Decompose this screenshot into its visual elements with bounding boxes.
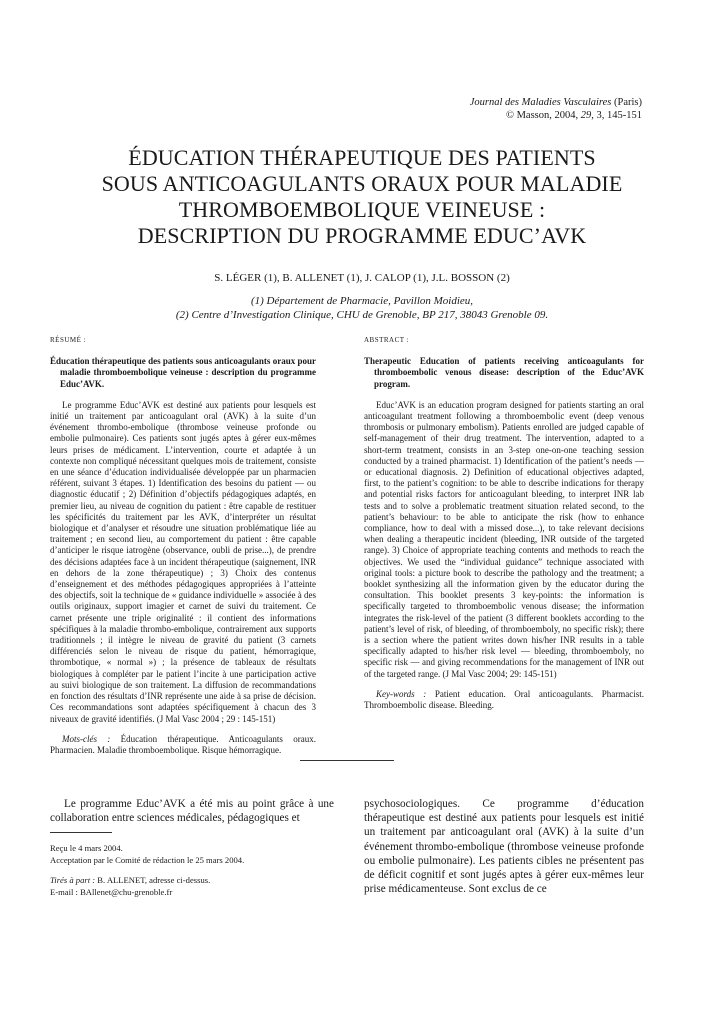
- article-title: [40, 145, 684, 249]
- title-line: THROMBOEMBOLIQUE VEINEUSE :: [178, 197, 546, 222]
- abstract-title: Therapeutic Education of patients receiving anticoagulants for thromboembolic venous disease: description of the Educ’AVK program.: [364, 356, 644, 389]
- email-address: E-mail : BAllenet@chu-grenoble.fr: [50, 887, 173, 897]
- journal-volume: 29: [580, 110, 592, 121]
- title-line: SOUS ANTICOAGULANTS ORAUX POUR MALADIE: [101, 171, 623, 196]
- abstract-keywords-text: Patient education. Oral anticoagulants. Pharmacist. Thromboembolic disease. Bleeding.: [364, 688, 644, 711]
- resume-title: Éducation thérapeutique des patients sous anticoagulants oraux pour maladie thromboembolique veineuse : description du programme Educ’AVK.: [50, 356, 316, 389]
- affiliations: [40, 294, 684, 322]
- journal-city: (Paris): [611, 97, 642, 108]
- reprints-text: B. ALLENET, adresse ci-dessus.: [95, 875, 211, 885]
- resume-column: [50, 335, 316, 756]
- resume-keywords-text: Éducation thérapeutique. Anticoagulants oraux. Pharmacien. Maladie thromboembolique. Risque hémorragique.: [50, 733, 316, 755]
- journal-name: Journal des Maladies Vasculaires: [469, 97, 612, 108]
- body-text-left: Le programme Educ’AVK a été mis au point grâce à une collaboration entre sciences médicales, pédagogiques et: [50, 798, 334, 825]
- resume-heading: RÉSUMÉ :: [50, 336, 87, 344]
- resume-keywords: [50, 734, 316, 756]
- abstract-column: [364, 335, 644, 711]
- journal-issue-pages: , 3, 145-151: [591, 110, 642, 121]
- footnote-rule: [50, 832, 112, 833]
- title-line: ÉDUCATION THÉRAPEUTIQUE DES PATIENTS: [128, 145, 596, 170]
- reprints-label: Tirés à part :: [50, 875, 96, 885]
- body-text-right: psychosociologiques. Ce programme d’éducation thérapeutique est destiné aux patients pour lesquels est initié un traitement par anticoagulant oral (AVK) à la suite d’un événement thrombo-embolique (thrombose veineuse profonde ou embolie pulmonaire). Les patients cibles ne présentent pas de déficit cognitif et sont jugés aptes à gérer eux-mêmes leur prise médicamenteuse. Sont exclus de ce: [364, 798, 644, 896]
- journal-citation: [470, 96, 642, 122]
- accepted-date: Acceptation par le Comité de rédaction le 25 mars 2004.: [50, 855, 245, 865]
- section-separator: [300, 760, 394, 761]
- abstract-keywords-label: Key-words :: [376, 688, 427, 699]
- title-line: DESCRIPTION DU PROGRAMME EDUC’AVK: [137, 223, 587, 248]
- received-date: Reçu le 4 mars 2004.: [50, 843, 123, 853]
- abstract-keywords: [364, 689, 644, 711]
- reprints-note: [50, 874, 334, 886]
- affiliation-2: (2) Centre d’Investigation Clinique, CHU de Grenoble, BP 217, 38043 Grenoble 09.: [175, 309, 549, 321]
- resume-keywords-label: Mots-clés :: [62, 733, 111, 744]
- abstract-body: Educ’AVK is an education program designed for patients starting an oral anticoagulant treatment following a thromboembolic event (deep venous thrombosis or pulmonary embolism). Patients enrolled are judged capable of self-management of their drug treatment. The intervention, adapted to a short-term treatment, consists in an 3-step one-on-one teaching session conducted by a trained pharmacist. 1) Identification of the patient’s needs — or educational diagnosis. 2) Definition of educational objectives adapted, first, to the patient’s cognition: to be able to describe indications for therapy and potential risks factors for anticoagulant bleeding, to interpret INR lab tests and to solve a problematic treatment situation related second, to the patient’s behaviour: to be able to anticipate the risk (how to enhance compliance, how to deal with a missed dose...), to take relevant decisions when dealing a therapeutic incident (bleeding, INR outside of the targeted range). 3) Choice of appropriate teaching contents and methods to reach the objectives. We used the “individual guidance” technique associated with original tools: a picture book to describe the pathology and the treatment; a booklet synthesizing all the information given by the educator during the consultation. This booklet presents 3 key-points: the information is specifically targeted to thromboembolic venous disease; the information integrates the risk-level of the patient (3 different booklets according to the patient’s level of risk, of bleeding, of thromboemboly, no specific risk); there is a section where the patient writes down his/her INR results in a table specifically adapted to his/her risk level — bleeding, thromboemboly, no specific risk — and giving recommendations for the management of INR out of the targeted range. (J Mal Vasc 2004; 29: 145-151): [364, 399, 644, 679]
- author-list: S. LÉGER (1), B. ALLENET (1), J. CALOP (1), J.L. BOSSON (2): [214, 272, 510, 284]
- affiliation-1: (1) Département de Pharmacie, Pavillon Moidieu,: [250, 295, 474, 307]
- footnotes: [50, 842, 334, 898]
- journal-copyright: © Masson, 2004,: [505, 110, 581, 121]
- abstract-heading: ABSTRACT :: [364, 336, 410, 344]
- resume-body: Le programme Educ’AVK est destiné aux patients pour lesquels est initié un traitement par anticoagulant oral (AVK) à la suite d’un événement thrombo-embolique (thrombose veineuse profonde ou embolie pulmonaire). Ces patients sont jugés aptes à gérer eux-mêmes leurs prises de médicament. L’intervention, courte et adaptée à un contexte non compliqué nécessitant quelques mois de traitement, consiste en une séance d’éducation individualisée développée par un pharmacien référent, suivant 3 étapes. 1) Identification des besoins du patient — ou diagnostic éducatif ; 2) Définition d’objectifs pédagogiques adaptés, en premier lieu, au niveau de cognition du patient : être capable de restituer les spécificités du traitement par les AVK, d’interpréter un résultat biologique et d’analyser et résoudre une situation problématique liée au traitement ; en second lieu, au comportement du patient : être capable d’anticiper le risque iatrogène (observance, oubli de prise...), de prendre des décisions adaptées face à un incident thérapeutique (saignement, INR en dehors de la zone thérapeutique) ; 3) Choix des contenus d’enseignement et des méthodes pédagogiques appropriées à l’atteinte des objectifs, soit la technique de « guidance individuelle » associée à des outils originaux, support imagier et carnet de suivi du traitement. Ce carnet présente une triple originalité : il contient des informations spécifiques à la maladie thrombo-embolique, contrairement aux supports traditionnels ; il intègre le niveau de gravité du patient (3 carnets différenciés selon le niveau de risque du patient, hémorragique, thrombotique, « normal ») ; la présence de tableaux de résultats biologiques à compléter par le patient l’incite à une participation active au suivi biologique de son traitement. La diffusion de recommandations en fonction des résultats d’INR représente une aide à sa prise de décision. Ces recommandations sont adaptées spécifiquement à chacun des 3 niveaux de gravité identifiés. (J Mal Vasc 2004 ; 29 : 145-151): [50, 399, 316, 724]
